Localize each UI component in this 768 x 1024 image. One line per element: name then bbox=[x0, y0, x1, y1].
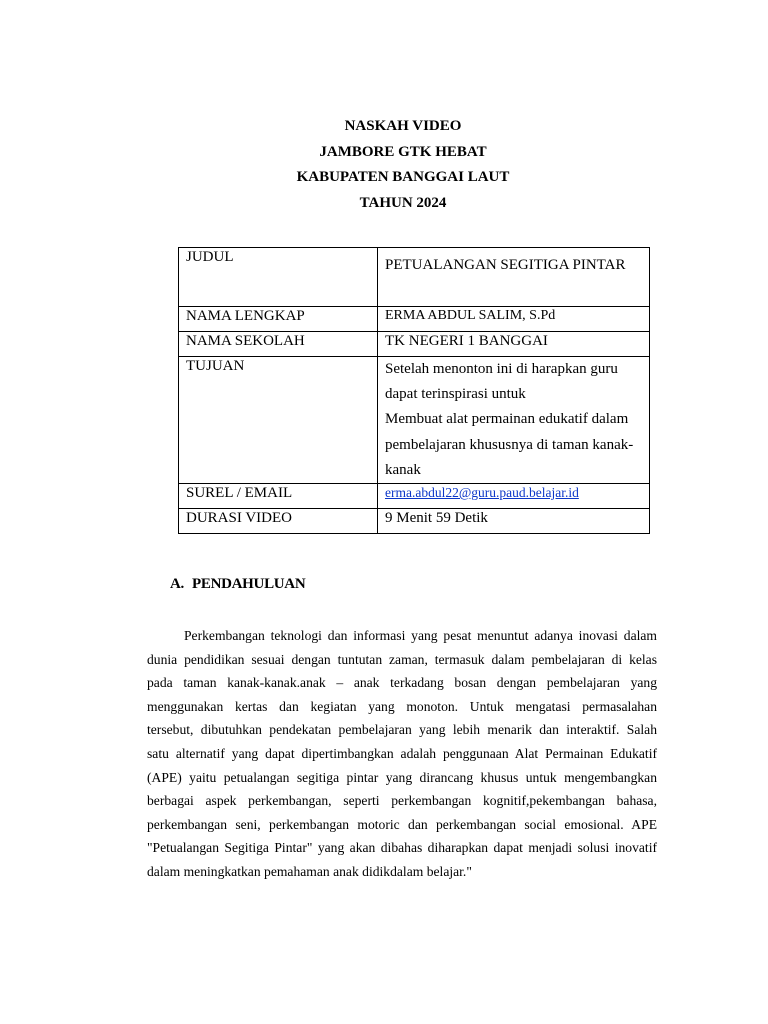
title-line-kabupaten: KABUPATEN BANGGAI LAUT bbox=[296, 169, 510, 185]
section-heading-pendahuluan bbox=[170, 576, 305, 593]
info-table bbox=[178, 247, 650, 534]
table-row-nama-lengkap bbox=[179, 307, 650, 332]
durasi-value: 9 Menit 59 Detik bbox=[378, 509, 650, 534]
tujuan-line: pembelajaran khususnya di taman kanak- bbox=[385, 436, 634, 453]
paragraph-line: dunia pendidikan sesuai dengan tuntutan zaman, termasuk dalam pembelajaran di kelas bbox=[147, 651, 657, 667]
table-row-tujuan bbox=[179, 357, 650, 484]
email-value-cell bbox=[378, 484, 650, 509]
paragraph-line: pada taman kanak-kanak.anak – anak terkadang bosan dengan pembelajaran yang bbox=[147, 675, 657, 691]
paragraph-line: "Petualangan Segitiga Pintar" yang akan dibahas diharapkan dapat menjadi solusi inovatif bbox=[147, 840, 657, 856]
tujuan-line: Membuat alat permainan edukatif dalam bbox=[385, 411, 629, 428]
nama-lengkap-label: NAMA LENGKAP bbox=[179, 307, 378, 332]
table-row-nama-sekolah bbox=[179, 332, 650, 357]
tujuan-value bbox=[378, 357, 650, 484]
judul-label: JUDUL bbox=[179, 248, 378, 307]
paragraph-line: (APE) yaitu petualangan segitiga pintar yang dirancang khusus untuk mengembangkan bbox=[147, 769, 657, 785]
paragraph-line: dalam meningkatkan pemahaman anak didikdalam belajar." bbox=[147, 863, 472, 879]
tujuan-line: kanak bbox=[385, 461, 421, 478]
paragraph-line: satu alternatif yang dapat dipertimbangkan adalah penggunaan Alat Permainan Edukatif bbox=[147, 745, 657, 761]
paragraph-line: berbagai aspek perkembangan, seperti perkembangan kognitif,pekembangan bahasa, bbox=[147, 793, 657, 809]
nama-sekolah-label: NAMA SEKOLAH bbox=[179, 332, 378, 357]
section-title: PENDAHULUAN bbox=[192, 576, 306, 592]
email-label: SUREL / EMAIL bbox=[179, 484, 378, 509]
paragraph-line: Perkembangan teknologi dan informasi yang pesat menuntut adanya inovasi dalam bbox=[184, 628, 657, 643]
title-line-jambore: JAMBORE GTK HEBAT bbox=[319, 143, 487, 160]
email-link[interactable]: erma.abdul22@guru.paud.belajar.id bbox=[385, 485, 579, 501]
paragraph-line: menggunakan kertas dan kegiatan yang monoton. Untuk mengatasi permasalahan bbox=[147, 698, 657, 714]
title-line-tahun: TAHUN 2024 bbox=[359, 194, 447, 211]
tujuan-line: Setelah menonton ini di harapkan guru bbox=[385, 361, 618, 377]
judul-value: PETUALANGAN SEGITIGA PINTAR bbox=[378, 248, 650, 307]
nama-sekolah-value: TK NEGERI 1 BANGGAI bbox=[378, 332, 650, 357]
title-line-naskah: NASKAH VIDEO bbox=[344, 118, 462, 134]
paragraph-line: tersebut, dibutuhkan pendekatan pembelajaran yang lebih menarik dan interaktif. Salah bbox=[147, 722, 657, 738]
table-row-email bbox=[179, 484, 650, 509]
tujuan-label: TUJUAN bbox=[179, 357, 378, 484]
section-number: A. bbox=[170, 576, 184, 592]
tujuan-line: dapat terinspirasi untuk bbox=[385, 386, 526, 403]
durasi-label: DURASI VIDEO bbox=[179, 509, 378, 534]
table-row-durasi bbox=[179, 509, 650, 534]
pendahuluan-paragraph bbox=[147, 624, 657, 884]
table-row-judul bbox=[179, 248, 650, 307]
paragraph-line: perkembangan seni, perkembangan motoric dan perkembangan social emosional. APE bbox=[147, 816, 657, 832]
nama-lengkap-value: ERMA ABDUL SALIM, S.Pd bbox=[378, 307, 650, 332]
document-title-block bbox=[0, 114, 768, 216]
